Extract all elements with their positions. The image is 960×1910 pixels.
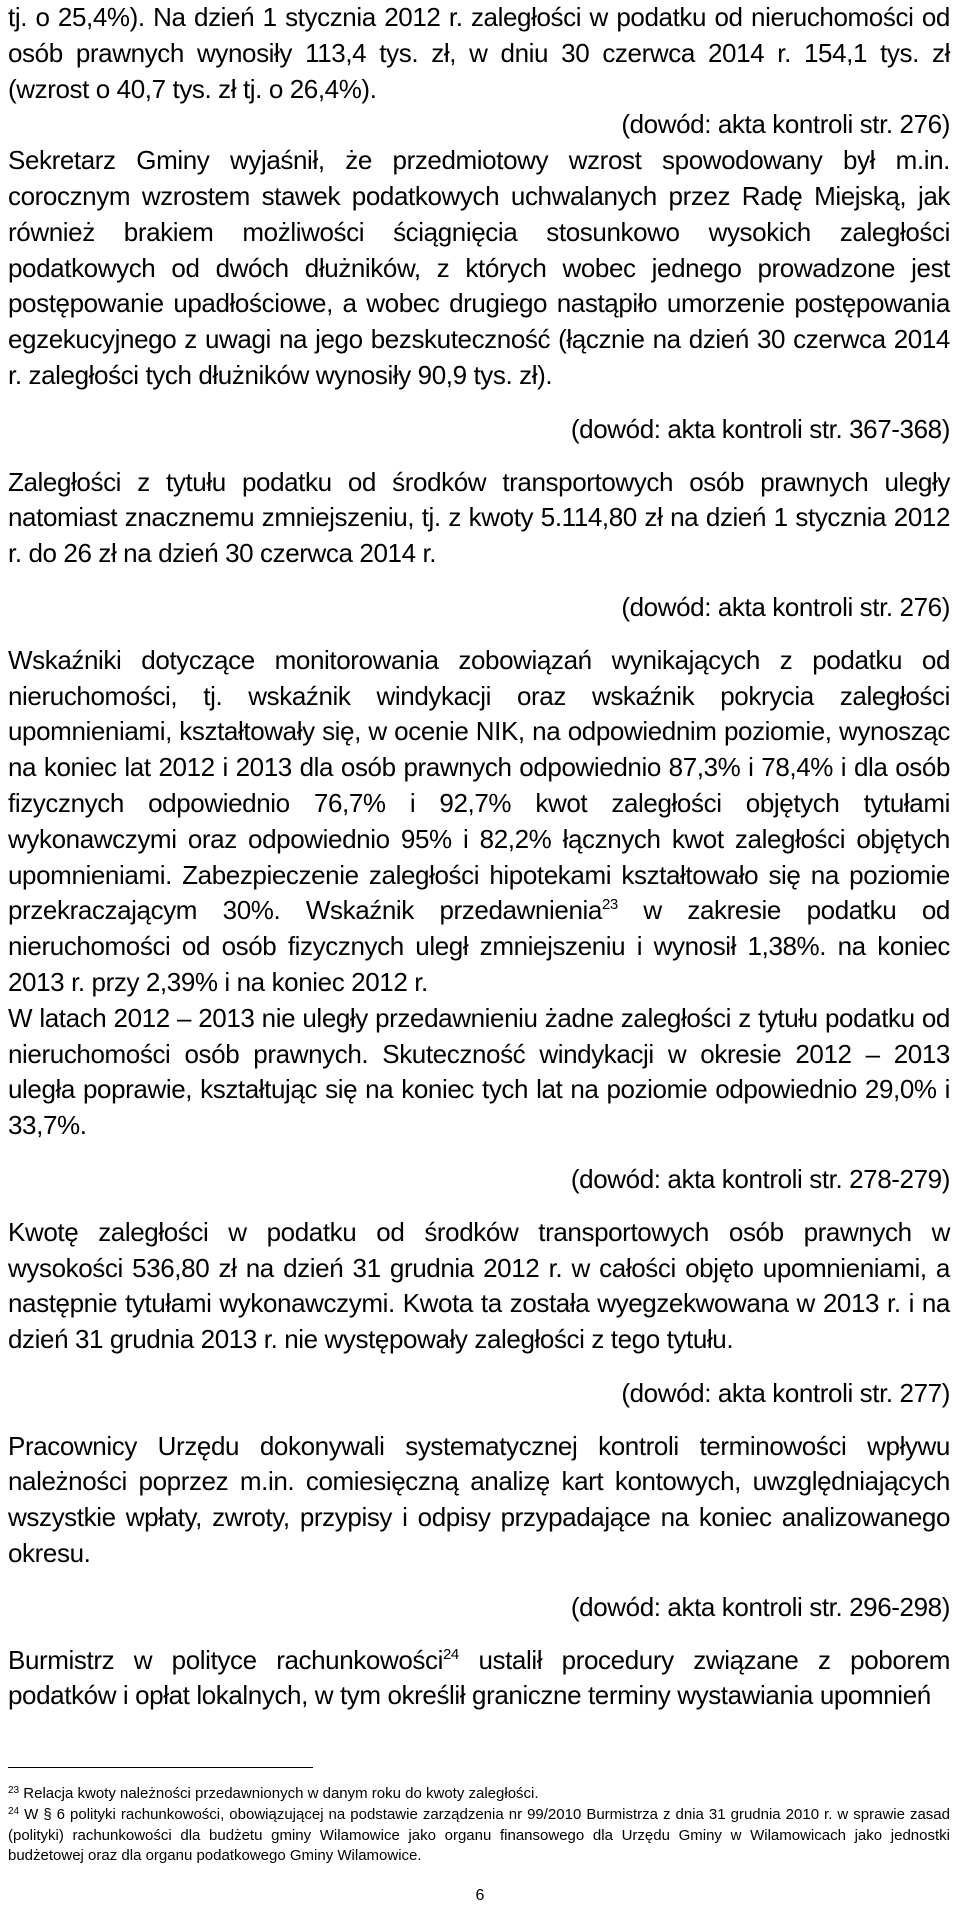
paragraph-office-control: Pracownicy Urzędu dokonywali systematycznej kontroli terminowości wpływu należności poprzez m.in. comiesięczną analizę kart kontowych, uwzględniających wszystkie wpłaty, zwroty, przypisy i odpisy przypadające na koniec analizowanego okresu.: [8, 1430, 950, 1569]
footnote-text: Relacja kwoty należności przedawnionych w danym roku do kwoty zaległości.: [19, 1785, 539, 1802]
evidence-reference: (dowód: akta kontroli str. 276): [621, 591, 950, 622]
footnote-23: [8, 1784, 950, 1805]
evidence-reference: (dowód: akta kontroli str. 278-279): [570, 1163, 950, 1194]
paragraph-monitoring-indicators: [8, 643, 950, 1001]
footnote-ref-24: 24: [442, 1645, 459, 1663]
page-number: 6: [475, 1887, 485, 1904]
footnote-separator: [8, 1767, 313, 1768]
paragraph-transport-tax-arrears: Zaległości z tytułu podatku od środków transportowych osób prawnych uległy natomiast znacznemu zmniejszeniu, tj. z kwoty 5.114,80 zł na dzień 1 stycznia 2012 r. do 26 zł na dzień 30 czerwca 2014 r.: [8, 466, 950, 569]
evidence-reference: (dowód: akta kontroli str. 277): [621, 1377, 950, 1408]
footnote-mark: 23: [8, 1785, 20, 1796]
evidence-reference: (dowód: akta kontroli str. 296-298): [570, 1591, 950, 1622]
paragraph-secretary-explanation: Sekretarz Gminy wyjaśnił, że przedmiotowy wzrost spowodowany był m.in. corocznym wzrostem stawek podatkowych uchwalanych przez Radę Miejską, jak również brakiem możliwości ściągnięcia stosunkowo wysokich zaległości podatkowych od dwóch dłużników, z których wobec jednego prowadzone jest postępowanie upadłościowe, a wobec drugiego nastąpiło umorzenie postępowania egzekucyjnego z uwagi na jego bezskuteczność (łącznie na dzień 30 czerwca 2014 r. zaległości tych dłużników wynosiły 90,9 tys. zł).: [8, 145, 950, 390]
text-run: Burmistrz w polityce rachunkowości: [8, 1644, 443, 1675]
paragraph-accounting-policy: [8, 1643, 950, 1715]
evidence-reference: (dowód: akta kontroli str. 367-368): [570, 413, 950, 444]
text-run: w zakresie podatku od nieruchomości od osób fizycznych uległ zmniejszeniu i wynosił 1,38%. na koniec 2013 r. przy 2,39% i na koniec 2012 r.: [8, 895, 950, 997]
paragraph-transport-tax-collection: Kwotę zaległości w podatku od środków transportowych osób prawnych w wysokości 536,80 zł na dzień 31 grudnia 2012 r. w całości objęto upomnieniami, a następnie tytułami wykonawczymi. Kwota ta została wyegzekwowana w 2013 r. i na dzień 31 grudnia 2013 r. nie występowały zaległości z tego tytułu.: [8, 1216, 950, 1355]
footnote-mark: 24: [8, 1805, 20, 1817]
footnote-text: W § 6 polityki rachunkowości, obowiązującej na podstawie zarządzenia nr 99/2010 Burmistrza z dnia 31 grudnia 2010 r. w sprawie zasad (polityki) rachunkowości dla budżetu gminy Wilamowice jako organu finansowego dla Urzędu Gminy w Wilamowicach jako jednostki budżetowej oraz dla organu podatkowego Gminy Wilamowice.: [8, 1805, 950, 1865]
paragraph-tax-arrears-increase: tj. o 25,4%). Na dzień 1 stycznia 2012 r. zaległości w podatku od nieruchomości od osób prawnych wynosiły 113,4 tys. zł, w dniu 30 czerwca 2014 r. 154,1 tys. zł (wzrost o 40,7 tys. zł tj. o 26,4%).: [8, 2, 950, 104]
text-run: ustalił procedury związane z poborem podatków i opłat lokalnych, w tym określił graniczne terminy wystawiania upomnień: [8, 1644, 950, 1711]
document-body: [8, 0, 950, 1714]
footnote-ref-23: 23: [601, 896, 618, 914]
text-run: Wskaźniki dotyczące monitorowania zobowiązań wynikających z podatku od nieruchomości, tj. wskaźnik windykacji oraz wskaźnik pokrycia zaległości upomnieniami, kształtowały się, w ocenie NIK, na odpowiednim poziomie, wynosząc na koniec lat 2012 i 2013 dla osób prawnych odpowiednio 87,3% i 78,4% i dla osób fizycznych odpowiednio 76,7% i 92,7% kwot zaległości objętych tytułami wykonawczymi oraz odpowiednio 95% i 82,2% łącznych kwot zaległości objętych upomnieniami. Zabezpieczenie zaległości hipotekami kształtowało się na poziomie przekraczającym 30%. Wskaźnik przedawnienia: [8, 644, 950, 926]
footnote-24: [8, 1805, 950, 1867]
evidence-reference: (dowód: akta kontroli str. 276): [621, 109, 950, 140]
footnotes-section: [8, 1767, 950, 1867]
paragraph-limitation-and-collection: W latach 2012 – 2013 nie uległy przedawnieniu żadne zaległości z tytułu podatku od nieruchomości osób prawnych. Skuteczność windykacji w okresie 2012 – 2013 uległa poprawie, kształtując się na koniec tych lat na poziomie odpowiednio 29,0% i 33,7%.: [8, 1002, 950, 1141]
